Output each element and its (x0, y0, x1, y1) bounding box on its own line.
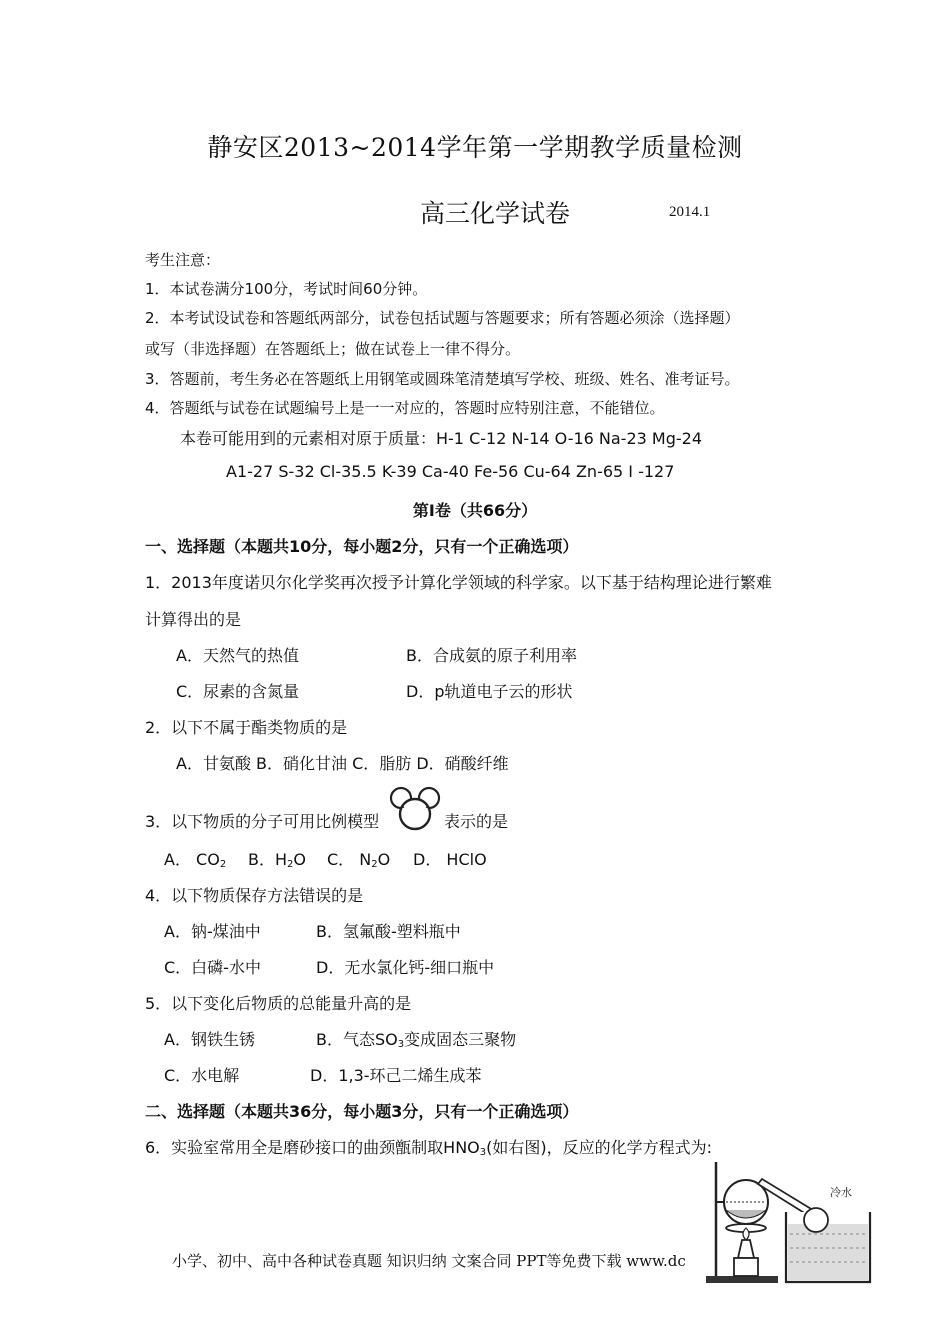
q4-option-b: B．氢氟酸-塑料瓶中 (316, 922, 461, 941)
q5-option-d: D．1,3-环己二烯生成苯 (310, 1066, 482, 1085)
q5-option-c: C．水电解 (164, 1066, 240, 1085)
svg-text:冷水: 冷水 (830, 1186, 852, 1199)
q6-stem: 6．实验室常用全是磨砂接口的曲颈甑制取$HNO_3$(如右图)，反应的化学方程式为: (145, 1138, 713, 1158)
notice-item-2-cont: 或写（非选择题）在答题纸上；做在试卷上一律不得分。 (145, 340, 521, 358)
q2-options: A．甘氨酸 B．硝化甘油 C．脂肪 D．硝酸纤维 (176, 754, 509, 773)
atomic-masses-line-2: A1-27 S-32 Cl-35.5 K-39 Ca-40 Fe-56 Cu-64 Zn-65 I -127 (226, 462, 675, 481)
notice-item-1: 1．本试卷满分100分，考试时间60分钟。 (145, 280, 428, 298)
footer-watermark: 小学、初中、高中各种试卷真题 知识归纳 文案合同 PPT等免费下载 www.dc (172, 1252, 686, 1270)
q5-option-b: B．气态$SO_3$变成固态三聚物 (316, 1030, 517, 1050)
notice-item-4: 4．答题纸与试卷在试题编号上是一一对应的，答题时应特别注意，不能错位。 (145, 399, 665, 417)
q3-option-b: B．$H_2O$ (248, 850, 306, 870)
notice-item-3: 3．答题前，考生务必在答题纸上用钢笔或圆珠笔清楚填写学校、班级、姓名、准考证号。 (145, 370, 740, 388)
notice-heading: 考生注意： (145, 251, 221, 269)
exam-title: 静安区2013~2014学年第一学期教学质量检测 (207, 133, 743, 162)
q5-stem: 5．以下变化后物质的总能量升高的是 (145, 994, 412, 1013)
q5-option-a: A．钢铁生锈 (164, 1030, 255, 1049)
q1-option-a: A．天然气的热值 (176, 646, 299, 665)
atomic-masses-line-1: 本卷可能用到的元素相对原于质量：H-1 C-12 N-14 O-16 Na-23 Mg-24 (180, 429, 702, 448)
section-2-heading: 二、选择题（本题共36分，每小题3分，只有一个正确选项） (145, 1102, 579, 1121)
section-1-heading: 一、选择题（本题共10分，每小题2分，只有一个正确选项） (145, 537, 579, 556)
q1-option-d: D．p轨道电子云的形状 (406, 682, 573, 701)
space-filling-model-image (387, 786, 443, 832)
q3-stem-after: 表示的是 (444, 812, 509, 831)
q1-stem-line-2: 计算得出的是 (145, 610, 242, 629)
q4-stem: 4．以下物质保存方法错误的是 (145, 886, 364, 905)
q1-option-b: B．合成氨的原子利用率 (406, 646, 577, 665)
q1-stem-line-1: 1．2013年度诺贝尔化学奖再次授予计算化学领域的科学家。以下基于结构理论进行繁难 (145, 573, 772, 592)
q2-stem: 2．以下不属于酯类物质的是 (145, 718, 348, 737)
q3-option-d: D． HClO (413, 850, 487, 869)
exam-date: 2014.1 (669, 204, 711, 220)
part-1-title: 第I卷（共66分） (412, 501, 538, 520)
q3-option-a: A． $CO_2$ (164, 850, 227, 870)
q4-option-c: C．白磷-水中 (164, 958, 261, 977)
retort-apparatus-image (704, 1162, 874, 1286)
q3-stem-before: 3．以下物质的分子可用比例模型 (145, 812, 380, 831)
notice-item-2: 2．本考试设试卷和答题纸两部分，试卷包括试题与答题要求；所有答题必须涂（选择题） (145, 309, 740, 327)
exam-subtitle: 高三化学试卷 (420, 199, 571, 228)
q3-option-c: C． $N_2O$ (327, 850, 391, 870)
q4-option-d: D．无水氯化钙-细口瓶中 (316, 958, 495, 977)
q1-option-c: C．尿素的含氮量 (176, 682, 300, 701)
q4-option-a: A．钠-煤油中 (164, 922, 261, 941)
